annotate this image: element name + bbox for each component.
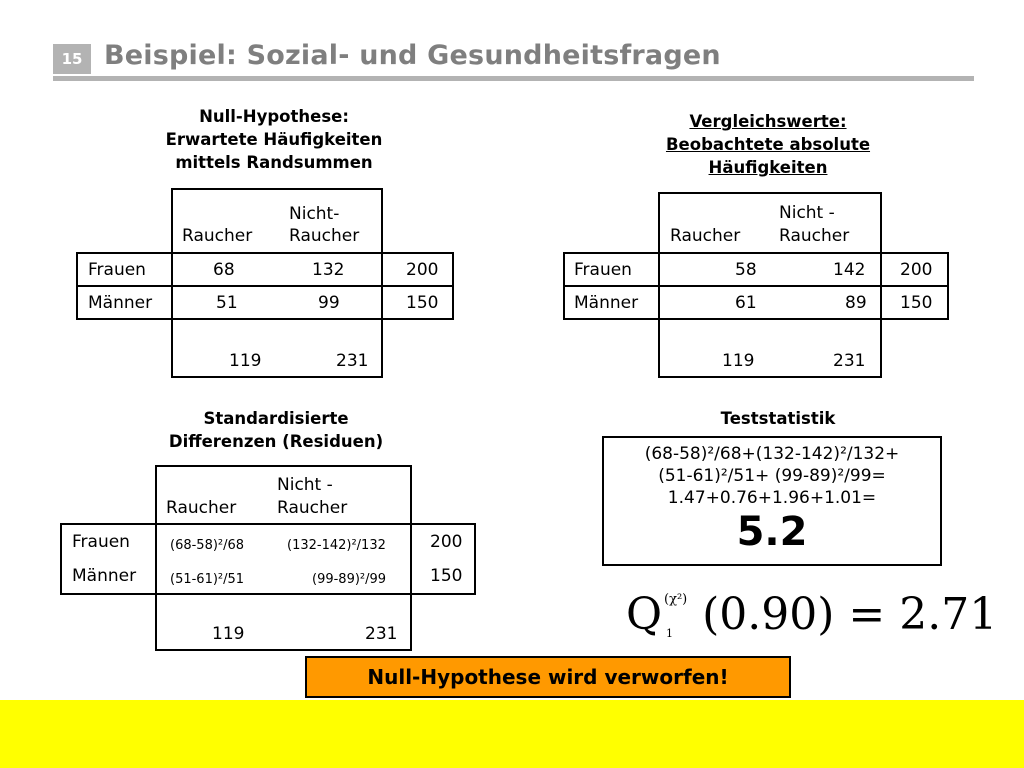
residuals-row-label: Frauen [72,532,130,552]
expected-col-total: 119 [229,351,262,371]
observed-col-total: 231 [833,351,866,371]
expected-col-total: 231 [336,351,369,371]
expected-row-label: Frauen [88,260,146,280]
expected-row-divider [76,285,454,287]
residuals-row-total: 150 [430,566,463,586]
expected-col-header: Raucher [289,226,360,246]
expected-row-label: Männer [88,293,153,313]
test-statistic-box [602,436,942,566]
expected-heading-line: mittels Randsummen [175,153,373,172]
residuals-cell: (68-58)²/68 [170,538,245,553]
expected-row-total: 200 [406,260,439,280]
residuals-col-header: Raucher [277,498,348,518]
quantile-value: 2.71 [899,589,998,640]
residuals-col-total: 119 [212,624,245,644]
test-statistic-line: (68-58)²/68+(132-142)²/132+ [644,444,900,464]
conclusion-banner: Null-Hypothese wird verworfen! [305,656,791,698]
expected-heading-line: Null-Hypothese: [199,107,349,126]
residuals-heading-line: Standardisierte [203,409,349,428]
residuals-col-header: Nicht - [277,475,333,495]
residuals-col-total: 231 [365,624,398,644]
quantile-symbol: Q [626,589,663,640]
residuals-col-divider [155,523,157,595]
quantile-formula [626,585,997,645]
expected-col-divider [171,252,173,320]
footer-band [0,700,1024,768]
quantile-equals: = [848,589,886,640]
residuals-cell: (99-89)²/99 [312,572,387,587]
residuals-cell: (51-61)²/51 [170,572,245,587]
observed-row-divider [563,285,949,287]
observed-col-divider [880,252,882,320]
observed-cell: 142 [833,260,866,280]
observed-col-divider [658,252,660,320]
residuals-row-label: Männer [72,566,137,586]
observed-row-total: 200 [900,260,933,280]
quantile-subscript: 1 [666,627,673,640]
observed-row-label: Frauen [574,260,632,280]
slide-number: 15 [53,44,91,74]
observed-row-label: Männer [574,293,639,313]
quantile-superscript: (χ²) [664,592,688,607]
expected-cell: 132 [312,260,345,280]
quantile-argument: (0.90) [702,589,835,640]
observed-row-total: 150 [900,293,933,313]
observed-col-header: Nicht - [779,203,835,223]
observed-cell: 58 [735,260,757,280]
observed-cell: 61 [735,293,757,313]
slide-title: Beispiel: Sozial- und Gesundheitsfragen [104,40,721,71]
expected-heading-line: Erwartete Häufigkeiten [165,130,383,149]
observed-col-total: 119 [722,351,755,371]
test-statistic-result: 5.2 [736,509,808,555]
expected-heading [124,105,424,174]
expected-cell: 99 [318,293,340,313]
observed-col-header: Raucher [779,226,850,246]
residuals-heading-line: Differenzen (Residuen) [168,432,384,451]
residuals-col-divider [410,523,412,595]
expected-cell: 51 [216,293,238,313]
expected-col-header: Nicht- [289,204,340,224]
title-rule [53,76,974,81]
residuals-col-header: Raucher [166,498,237,518]
residuals-row-total: 200 [430,532,463,552]
test-statistic-heading: Teststatistik [720,409,836,428]
residuals-heading [126,407,426,453]
expected-row-total: 150 [406,293,439,313]
expected-col-header: Raucher [182,226,253,246]
observed-col-header: Raucher [670,226,741,246]
residuals-cell: (132-142)²/132 [287,538,386,553]
expected-col-divider [381,252,383,320]
test-statistic-line: 1.47+0.76+1.96+1.01= [667,488,877,508]
observed-heading [618,110,918,179]
observed-heading-line: Vergleichswerte: [689,112,847,131]
observed-heading-line: Häufigkeiten [708,158,828,177]
expected-cell: 68 [213,260,235,280]
test-statistic-line: (51-61)²/51+ (99-89)²/99= [658,466,886,486]
observed-cell: 89 [845,293,867,313]
observed-heading-line: Beobachtete absolute [665,135,871,154]
